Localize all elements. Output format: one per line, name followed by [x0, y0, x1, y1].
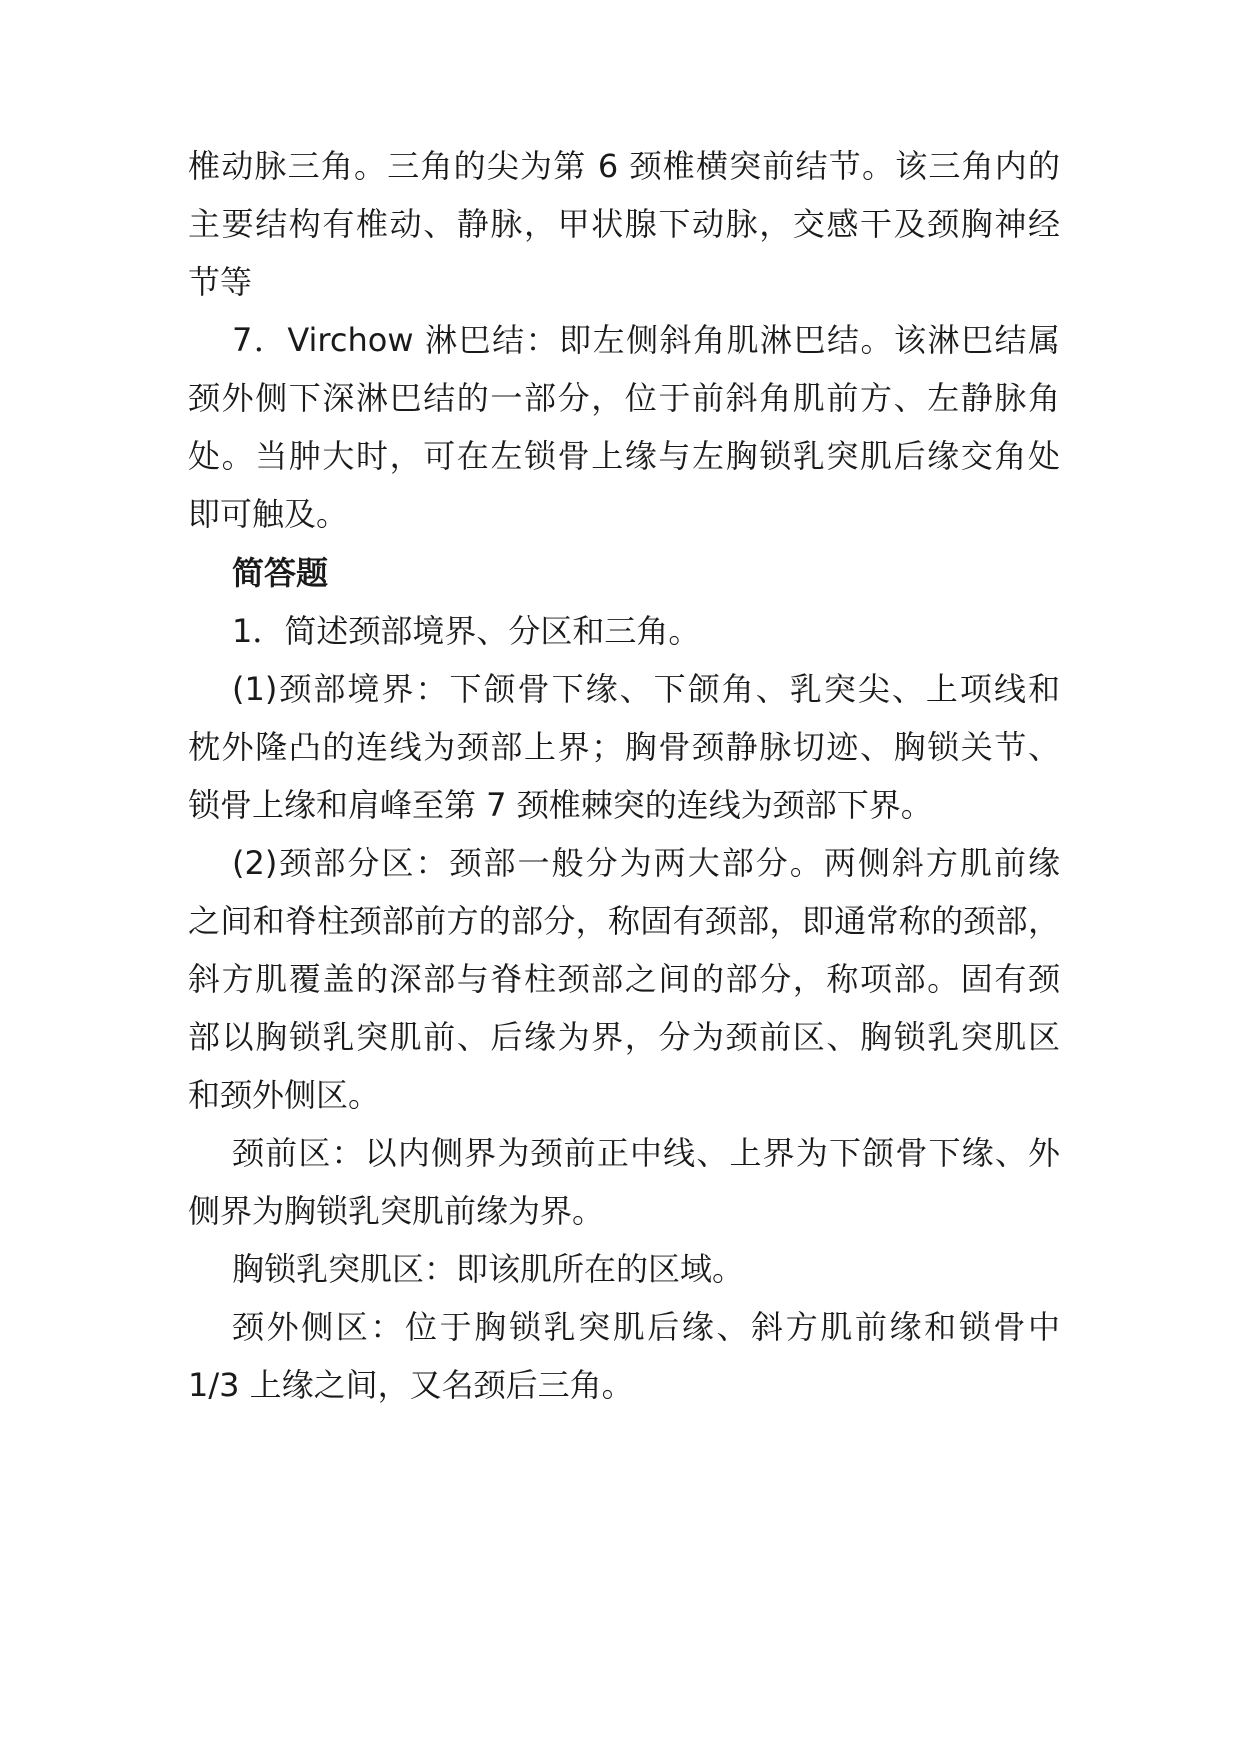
text-line: 主要结构有椎动、静脉，甲状腺下动脉，交感干及颈胸神经: [188, 205, 1060, 243]
text-line: 锁骨上缘和肩峰至第 7 颈椎棘突的连线为颈部下界。: [188, 786, 933, 824]
text-line: 7．Virchow 淋巴结：即左侧斜角肌淋巴结。该淋巴结属: [232, 321, 1060, 359]
text-line: 斜方肌覆盖的深部与脊柱颈部之间的部分，称项部。固有颈: [188, 960, 1060, 998]
text-line: 之间和脊柱颈部前方的部分，称固有颈部，即通常称的颈部，: [188, 902, 1060, 940]
text-line: 部以胸锁乳突肌前、后缘为界，分为颈前区、胸锁乳突肌区: [188, 1018, 1060, 1056]
text-line: 颈外侧区：位于胸锁乳突肌后缘、斜方肌前缘和锁骨中: [232, 1308, 1060, 1346]
text-line: (1)颈部境界：下颌骨下缘、下颌角、乳突尖、上项线和: [232, 670, 1060, 708]
text-line: 胸锁乳突肌区：即该肌所在的区域。: [232, 1250, 745, 1288]
text-line: 颈外侧下深淋巴结的一部分，位于前斜角肌前方、左静脉角: [188, 379, 1060, 417]
text-line: (2)颈部分区：颈部一般分为两大部分。两侧斜方肌前缘: [232, 844, 1060, 882]
text-line: 处。当肿大时，可在左锁骨上缘与左胸锁乳突肌后缘交角处: [188, 437, 1060, 475]
text-line: 1/3 上缘之间，又名颈后三角。: [188, 1366, 634, 1404]
text-line: 颈前区：以内侧界为颈前正中线、上界为下颌骨下缘、外: [232, 1134, 1060, 1172]
text-line: 即可触及。: [188, 495, 349, 533]
text-line: 椎动脉三角。三角的尖为第 6 颈椎横突前结节。该三角内的: [188, 147, 1060, 185]
text-line: 节等: [188, 263, 253, 301]
question-title: 1．简述颈部境界、分区和三角。: [232, 612, 701, 650]
text-line: 侧界为胸锁乳突肌前缘为界。: [188, 1192, 605, 1230]
text-line: 枕外隆凸的连线为颈部上界；胸骨颈静脉切迹、胸锁关节、: [188, 728, 1060, 766]
section-heading: 简答题: [232, 554, 329, 592]
text-line: 和颈外侧区。: [188, 1076, 381, 1114]
